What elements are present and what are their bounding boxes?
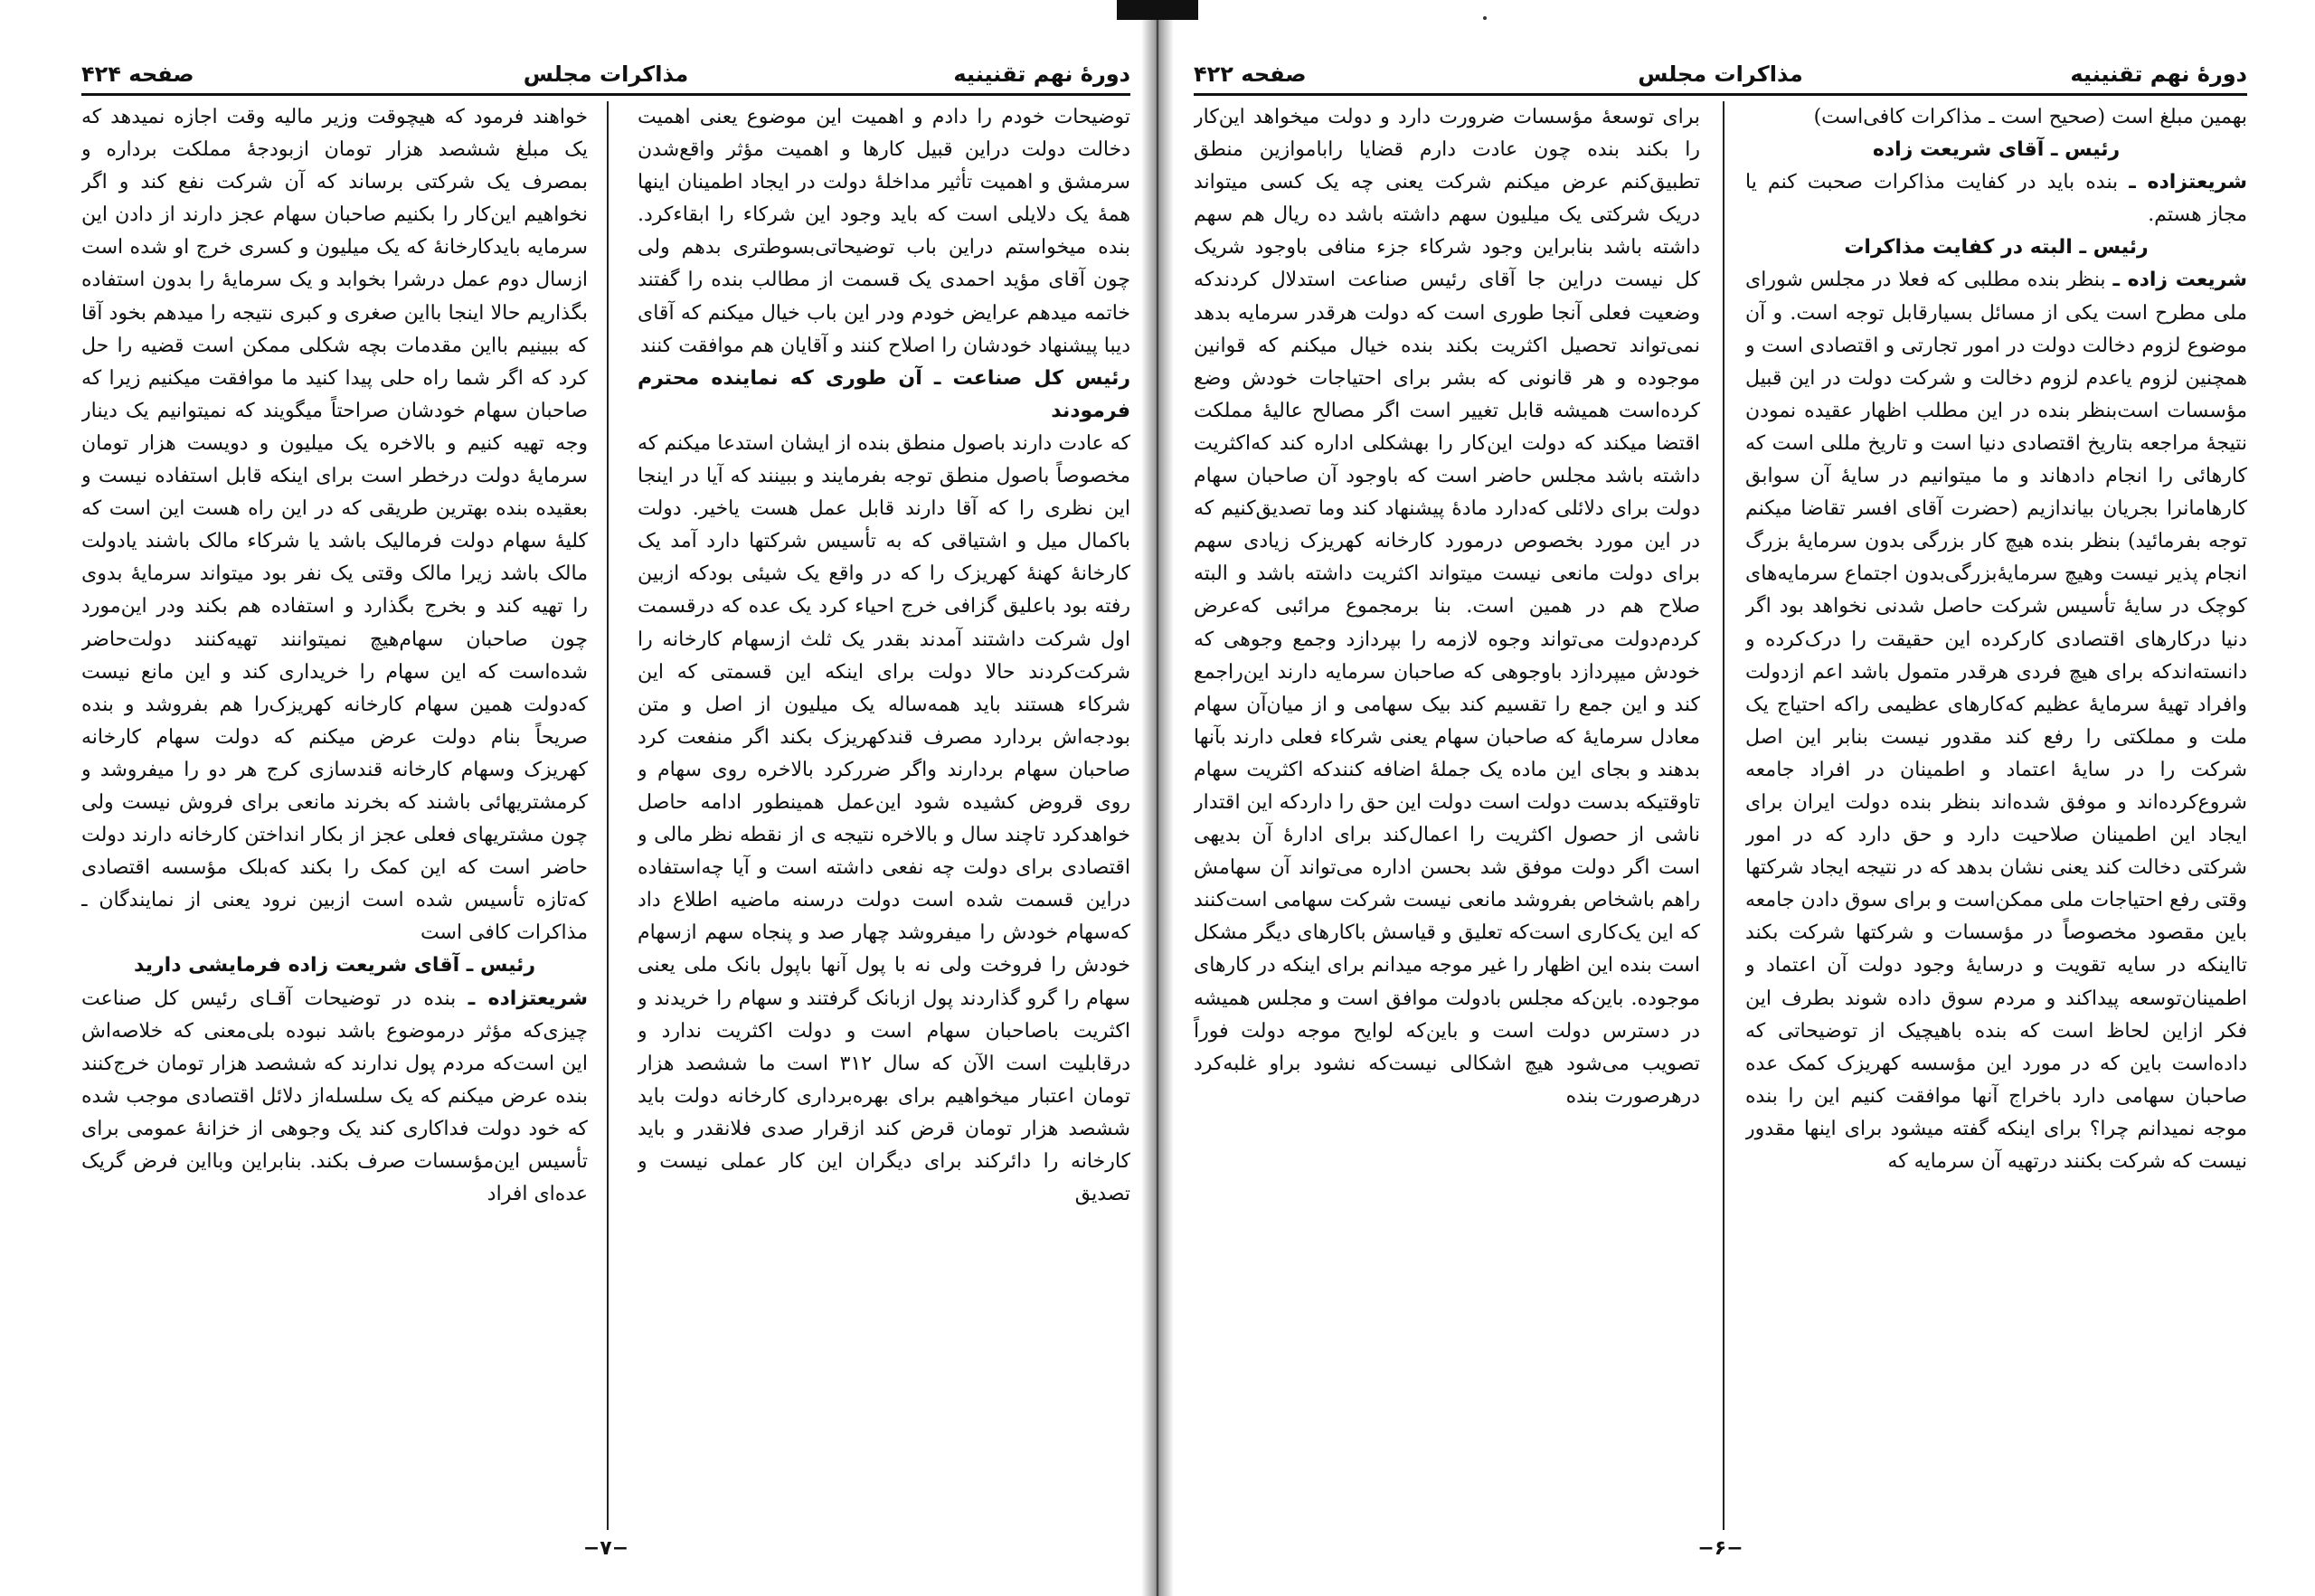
header-title: مذاکرات مجلس xyxy=(523,61,689,87)
column-divider xyxy=(1723,101,1724,1530)
header-page-number: صفحه ۴۲۴ xyxy=(81,61,194,87)
speaker-name: شریعتزاده ـ xyxy=(2129,171,2247,194)
column-divider xyxy=(607,101,609,1530)
text-column-left xyxy=(1194,101,1700,1530)
text-column-left xyxy=(81,101,588,1530)
speaker-heading: رئیس کل صناعت ـ آن طوری که نماینده محترم فرمودند xyxy=(638,366,1130,422)
speaker-heading: رئیس ـ آقای شریعت زاده xyxy=(1872,138,2121,162)
speaker-paragraph xyxy=(1745,264,2247,1178)
speech-text: بنظر بنده مطلبی که فعلا در مجلس شورای ملی مطرح است یکی از مسائل بسیارقابل توجه است. و آن موضوع لزوم دخالت دولت در امور تجارتی و اقتصادی است و همچنین لزوم یاعدم لزوم دخالت و شرکت دولت در این قبیل مؤسسات است‌بنظر بنده در این مطلب اظهار عقیده نمودن نتیجهٔ مراجعه بتاریخ اقتصادی دنیا است و تاریخ مللی است که کارهائی را انجام دادهاند و ما میتوانیم در سایهٔ آن سوابق کارهامانرا بجریان بیاندازیم (حضرت آقای افسر تقاضا میکنم توجه بفرمائید) بنظر بنده هیچ کار بزرگی بدون سرمایهٔ بزرگ انجام پذیر نیست وهیچ سرمایهٔ‌بزرگی‌بدون اجتماع سرمایه‌های کوچک در سایهٔ تأسیس شرکت حاصل شدنی نخواهد بود اگر دنیا درکارهای اقتصادی کارکرده این حقیقت را درک‌کرده و دانسته‌اندکه برای هیچ فردی هرقدر متمول باشد اعم ازدولت وافراد تهیهٔ سرمایهٔ عظیم که‌کارهای عظیمی راکه احتیاج یک ملت و مملکتی را رفع کند مقدور نیست بنابر این اصل شرکت را در سایهٔ اعتماد و اطمینان در افراد جامعه شروع‌کرده‌اند و موفق شده‌اند بنظر بنده دولت ایران برای ایجاد این اطمینان صلاحیت دارد و حق دارد که در امور شرکتی دخالت کند یعنی نشان بدهد که در نتیجه ایجاد شرکتها وقتی رفع احتیاجات ملی ممکن‌است و برای سوق دادن جامعه باین مقصود مخصوصاً در مؤسسات و شرکتها شرکت بکند تااینکه در سایه تقویت و درسایهٔ وجود دولت آن اعتماد و اطمینان‌توسعه پیداکند و مردم سوق داده شوند بطرف این فکر ازاین لحاظ است که بنده باهیچیک از توضیحاتی که داده‌است باین که در مورد این مؤسسه کهریزک کمک عده صاحبان سهامی دارد باخراج آنها موافقت کنیم این را بنده موجه نمیدانم چرا؟ برای اینکه گفته میشود برای اینها مقدور نیست که شرکت بکنند درتهیه آن سرمایه که xyxy=(1745,269,2247,1173)
speaker-heading: رئیس ـ آقای شریعت زاده فرمایشی دارید xyxy=(134,954,535,977)
speech-text: بنده در توضیحات آقـای رئیس کل صناعت چیزی‌که مؤثر درموضوع باشد نبوده بلی‌معنی که خلاصه‌اش این است‌که مردم پول ندارند که ششصد هزار تومان خرج‌کنند بنده عرض میکنم که یک سلسله‌از دلائل اقتصادی موجب شده که خود دولت فداکاری کند یک وجوهی از خزانهٔ عمومی برای تأسیس این‌مؤسسات صرف بکند. بنابراین وبااین فرض گریک عده‌ای افراد xyxy=(81,987,588,1206)
speaker-heading: رئیس ـ البته در کفایت مذاکرات xyxy=(1844,236,2149,260)
paragraph: که عادت دارند باصول منطق بنده از ایشان استدعا میکنم که مخصوصاً باصول منطق توجه بفرمایند و ببینند که آیا در اینجا این نظری را که آقا دارند قابل عمل هست یاخیر. دولت باکمال میل و اشتیاقی که به تأسیس شرکتها دارد آمد یک کارخانهٔ کهنهٔ کهریزک را که در واقع یک شیئی بودکه ازبین رفته بود باعلیق گزافی خرج احیاء کرد یک عده که درقسمت اول شرکت داشتند آمدند بقدر یک ثلث ازسهام کارخانه را شرکت‌کردند حالا دولت برای اینکه این قسمتی که این شرکاء هستند باید همه‌ساله یک میلیون از اصل و متن بودجه‌اش بردارد مصرف قندکهریزک بکند اگر منفعت کرد صاحبان سهام بردارند واگر ضررکرد بالاخره روی سهام و روی قروض کشیده شود این‌عمل همینطور ادامه حاصل خواهدکرد تاچند سال و بالاخره نتیجه ی از نقطه نظر مالی و اقتصادی برای دولت چه نفعی داشته است و آیا چه‌استفاده دراین قسمت شده است دولت درسنه ماضیه اطلاع داد که‌سهام خودش را میفروشد چهار صد و پنجاه سهم ازسهام خودش را فروخت ولی نه با پول آنها باپول بانک ملی یعنی سهام را گرو گذاردند پول ازبانک گرفتند و سهام را خریدند و اکثریت باصاحبان سهام است و دولت اکثریت ندارد و درقابلیت است الآن که سال ۳۱۲ است ما ششصد هزار تومان اعتبار میخواهیم برای بهره‌برداری کارخانه دولت باید ششصد هزار تومان قرض کند ازقرار صدی فلانقدر و باید کارخانه را دائرکند برای دیگران این کار عملی نیست و تصدیق xyxy=(638,431,1130,1206)
header-rule xyxy=(81,93,1130,96)
speaker-name: شریعتزاده ـ xyxy=(468,987,588,1010)
paragraph: برای توسعهٔ مؤسسات ضرورت دارد و دولت میخواهد این‌کار را بکند بنده چون عادت دارم قضایا راباموازین منطق تطبیق‌کنم عرض میکنم شرکت یعنی چه یک کسی میتواند دریک شرکتی یک میلیون سهم داشته باشد ده ریال هم سهم داشته باشد بنابراین وجود شرکاء جزء منافی باوجود شریک کل نیست دراین جا آقای رئیس صناعت استدلال کردندکه وضعیت فعلی آنجا طوری است که دولت هرقدر سرمایه بدهد نمی‌تواند تحصیل اکثریت بکند بنده خیال میکنم که قوانین موجوده و هر قانونی که بشر برای احتیاجات خودش وضع کرده‌است همیشه قابل تغییر است اگر مصالح عالیهٔ مملکت اقتضا میکند که دولت این‌کار را بهشکلی اداره کند که‌اکثریت داشته باشد مجلس حاضر است که باوجود آن صاحبان سهام دولت برای دلائلی که‌دارد مادهٔ پیشنهاد کند وما تصدیق‌کنیم که در این مورد بخصوص درمورد کارخانه کهریزک زیادی سهم برای دولت مانعی نیست میتواند اکثریت داشته باشد و البته صلاح هم در همین است. بنا برمجموع مرائبی که‌عرض کردم‌دولت می‌تواند وجوه لازمه را بپردازد وجمع وجوهی که خودش میپردازد باوجوهی که صاحبان سرمایه دارند این‌راجمع کند و این جمع را تقسیم کند بیک سهامی و از میان‌آن سهام معادل سرمایهٔ که صاحبان سهام یعنی شرکاء فعلی دارند بآنها بدهند و بجای این ماده یک جملهٔ اضافه کنندکه اکثریت سهام تاوقتیکه بدست دولت است دولت این حق را داردکه این اقتدار ناشی از حصول اکثریت را اعمال‌کند برای ادارهٔ آن بدیهی است اگر دولت موفق شد بحسن اداره می‌تواند آن سهامش راهم باشخاص بفروشد مانعی نیست شرکت سهامی است‌کنند که این یک‌کاری است‌که تعلیق و قیاسش باکارهای دیگر مشکل است بنده این اظهار را غیر موجه میدانم برای اینکه در کارهای موجوده. باین‌که مجلس بادولت موافق است و مجلس همیشه در دسترس دولت است و باین‌که لوایح موجه دولت فوراً تصویب می‌شود هیچ اشکالی نیست‌که نشود براو غلبه‌کرد درهرصورت بنده xyxy=(1194,106,1700,1108)
speech-text: بنده باید در کفایت مذاکرات صحبت کنم یا مجاز هستم. xyxy=(1745,171,2247,227)
header-series: دورهٔ نهم تقنینیه xyxy=(953,61,1130,87)
text-column-right xyxy=(1745,101,2247,1530)
speaker-name: شریعت زاده ـ xyxy=(2112,269,2247,292)
book-gutter xyxy=(1141,0,1174,1596)
speaker-paragraph xyxy=(81,983,588,1212)
paragraph: خواهند فرمود که هیچوقت وزیر مالیه وقت اجازه نمیدهد که یک مبلغ ششصد هزار تومان ازبودجهٔ مملکت برداره و بمصرف یک شرکتی برساند که آن شرکت نفع کند و اگر نخواهیم این‌کار را بکنیم صاحبان سهام عجز دارند از دادن این سرمایه بایدکارخانهٔ که یک میلیون و کسری خرج او شده است ازسال دوم عمل درشرا بخوابد و یک سرمایهٔ را بدون استفاده بگذاریم حالا اینجا بااین صغری و کبری نتیجه را میدهم بخود آقا که ببینیم بااین مقدمات بچه شکلی ممکن است قضیه را حل کرد که اگر شما راه حلی پیدا کنید ما موافقت میکنیم زیرا که صاحبان سهام خودشان صراحتاً میگویند که نمیتوانیم یک دینار وجه تهیه کنیم و بالاخره یک میلیون و دویست هزار تومان سرمایهٔ دولت درخطر است برای اینکه قابل استفاده نیست و بعقیده بنده بهترین طریقی که در این راه هست این است که کلیهٔ سهام دولت فرمالیک باشد یا شرکاء مالک باشند یادولت مالک باشد زیرا مالک وقتی یک نفر بود میتواند سرمایهٔ بدوی را تهیه کند و بخرج بگذارد و استفاده هم بکند ودر این‌مورد چون صاحبان سهام‌هیچ نمیتوانند تهیه‌کنند دولت‌حاضر شده‌است که این سهام را خریداری کند و این مانع نیست که‌دولت همین سهام کارخانه کهریزک‌را هم بفروشد و بنده صریحاً بنام دولت عرض میکنم که دولت سهام کارخانه کهریزک وسهام کارخانه قندسازی کرج هر دو را میفروشد و کرمشتریهائی باشند که بخرند مانعی برای فروش نیست ولی چون مشتریهای فعلی عجز از بکار انداختن کارخانه دارند دولت حاضر است که این کمک را بکند که‌بلک مؤسسه اقتصادی که‌تازه تأسیس شده است ازبین نرود یعنی از نمایندگان ـ مذاکرات کافی است xyxy=(81,106,588,945)
right-page xyxy=(1194,0,2247,1596)
header-page-number: صفحه ۴۲۲ xyxy=(1194,61,1307,87)
left-page xyxy=(81,0,1130,1596)
header-series: دورهٔ نهم تقنینیه xyxy=(2070,61,2247,87)
text-column-right xyxy=(638,101,1130,1530)
speaker-paragraph xyxy=(1745,166,2247,231)
header-rule xyxy=(1194,93,2247,96)
paragraph: بهمین مبلغ است (صحیح است ـ مذاکرات کافی‌است) xyxy=(1813,106,2247,128)
header-title: مذاکرات مجلس xyxy=(1638,61,1803,87)
page-number: −۷− xyxy=(582,1537,629,1560)
page-header xyxy=(81,56,1130,96)
page-header xyxy=(1194,56,2247,96)
page-number: −۶− xyxy=(1697,1537,1743,1560)
paragraph: توضیحات خودم را دادم و اهمیت این موضوع یعنی اهمیت دخالت دولت دراین قبیل کارها و اهمیت مؤثر واقع‌شدن سرمشق و اهمیت تأثیر مداخلهٔ دولت در ایجاد اطمینان اینها همهٔ یک دلایلی است که باید وجود این شرکاء را ابقاءکرد. بنده میخواستم دراین باب توضیحاتی‌بسوطتری بدهم ولی چون آقای مؤید احمدی یک قسمت از مطالب بنده را گفتند خاتمه میدهم عرایض خودم ودر این باب خیال میکنم که آقای دیبا پیشنهاد خودشان را اصلاح کنند و آقایان هم موافقت کنند xyxy=(638,106,1130,357)
